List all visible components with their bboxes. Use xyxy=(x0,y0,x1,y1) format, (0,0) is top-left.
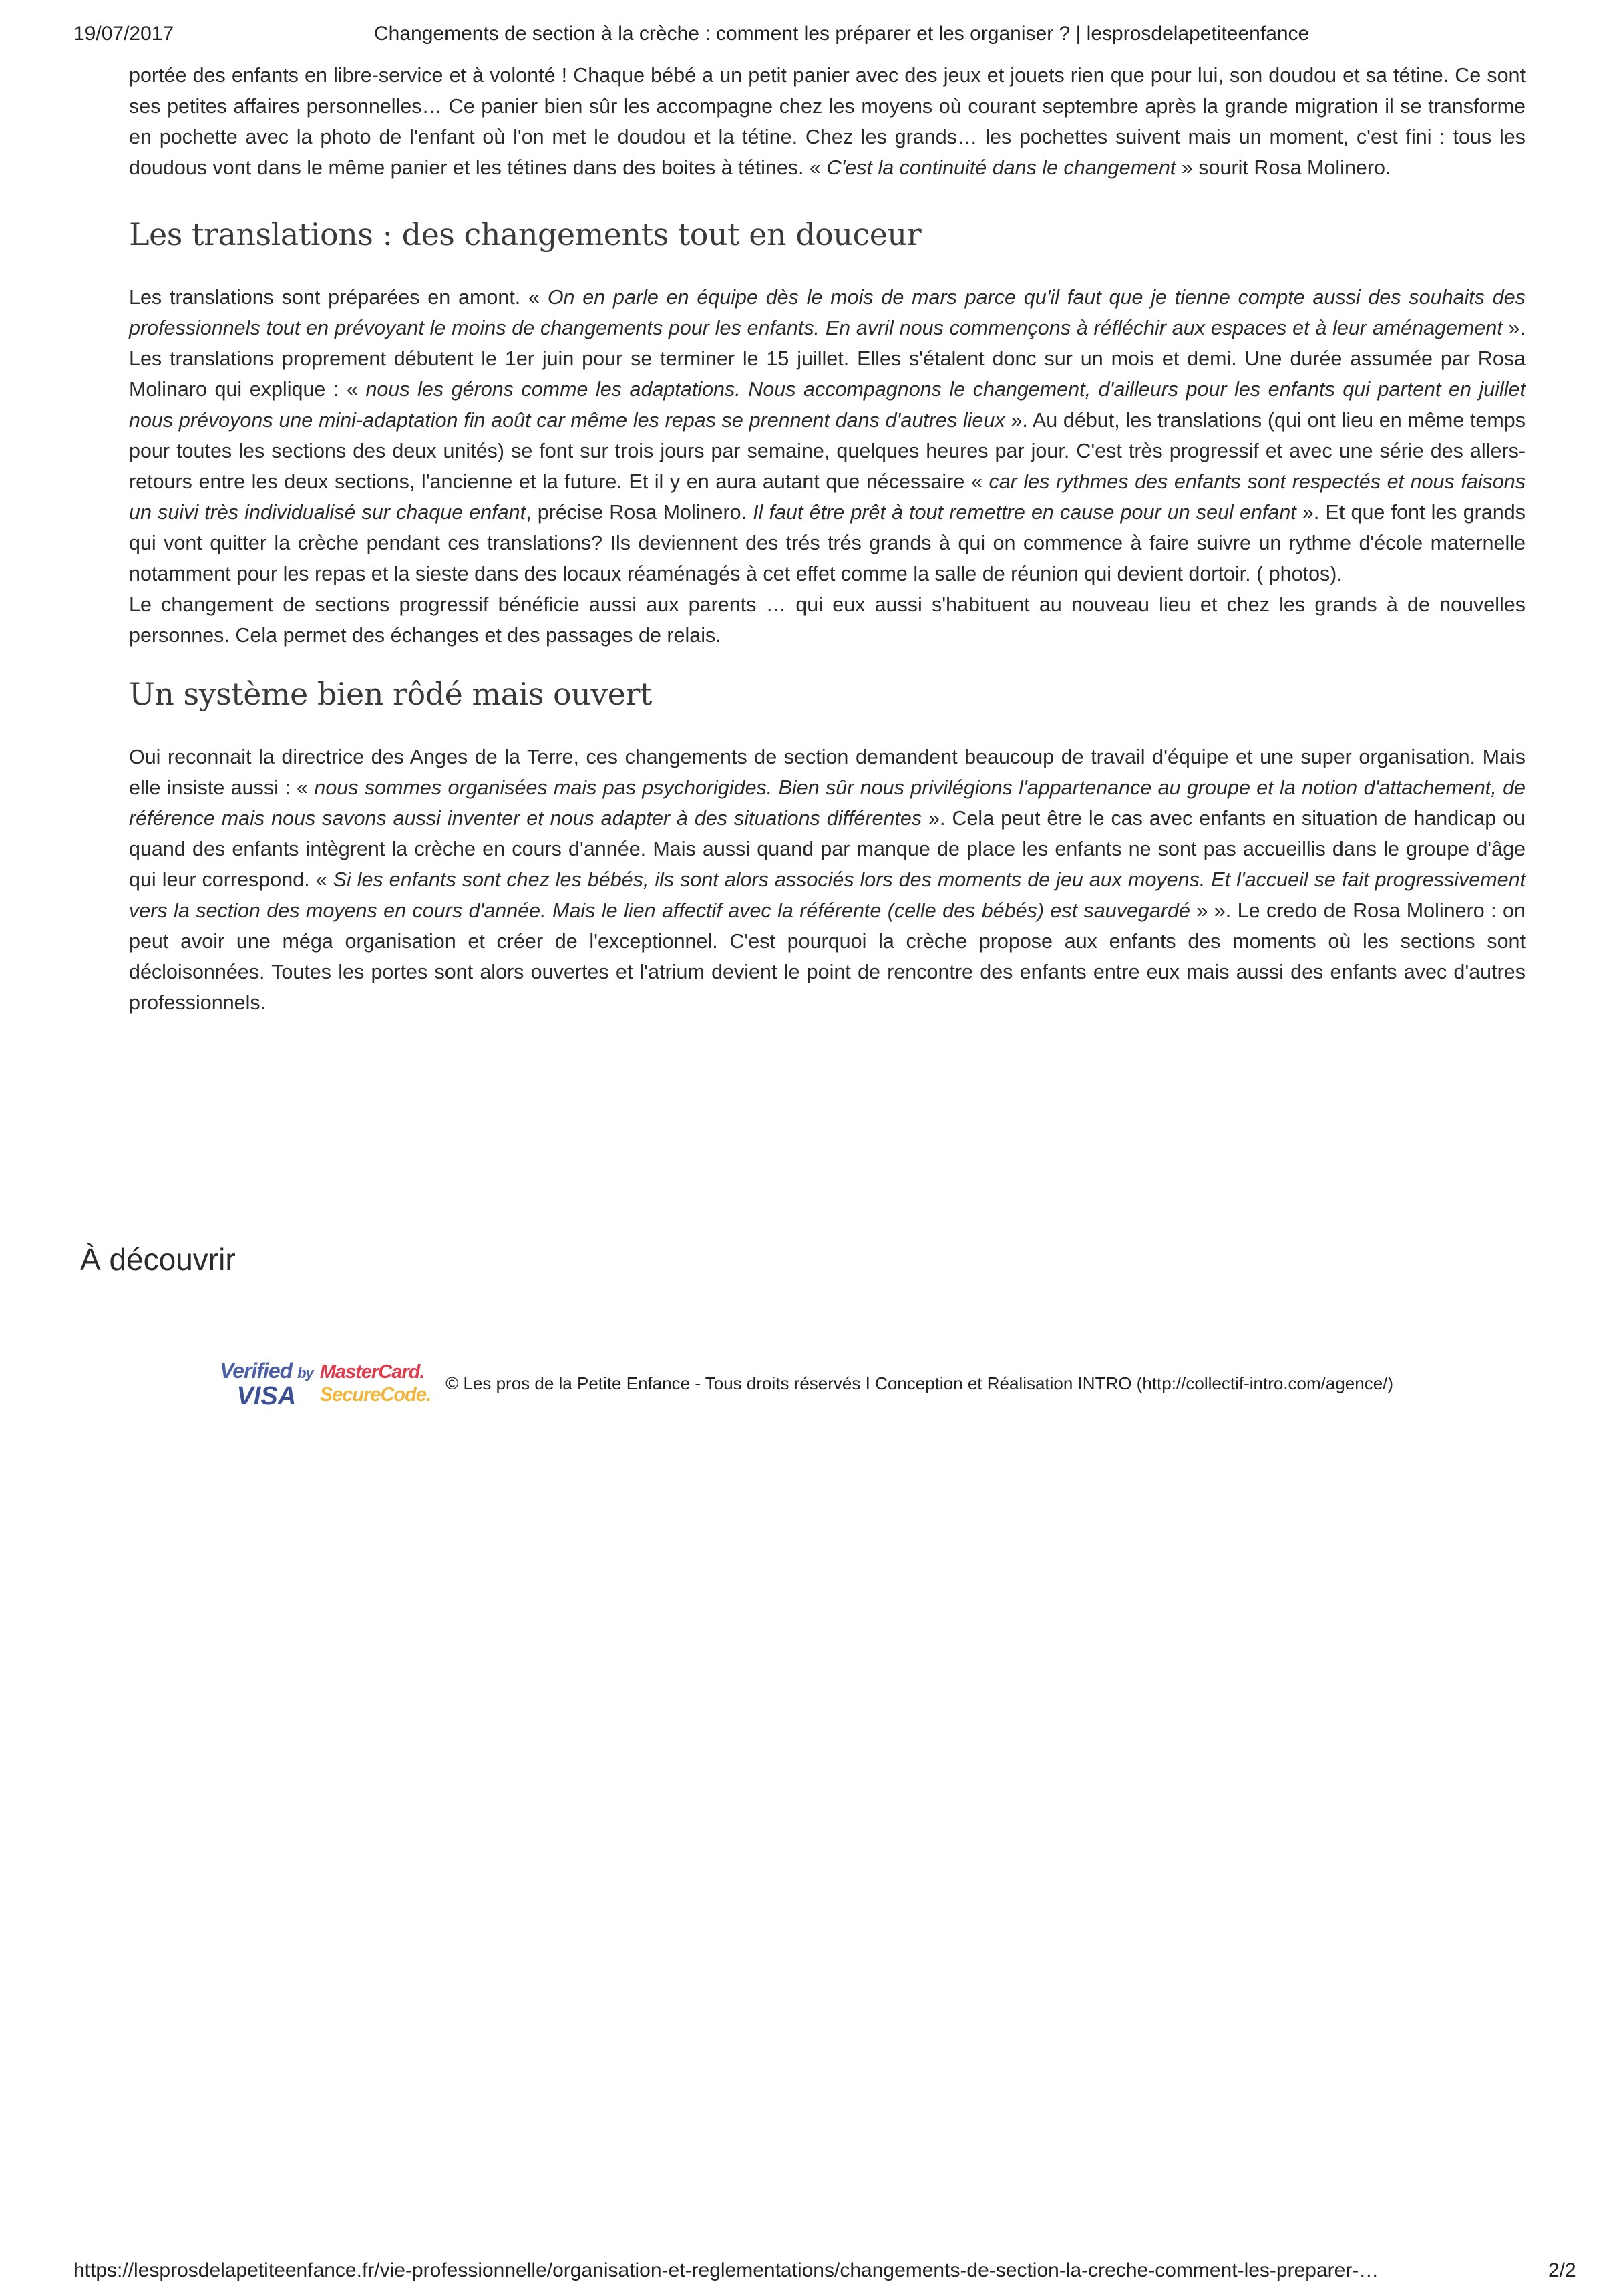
heading-translations: Les translations : des changements tout en douceur xyxy=(129,216,922,253)
securecode-logo-text: SecureCode. xyxy=(319,1384,431,1406)
body-text: ». Et que font les grands qui vont quitter la crèche pendant ces translations? Ils deviennent des trés trés grands à qui on commence à faire suivre un rythme d'école maternelle notamment pour les repas et la sieste dans des locaux réaménagés à cet effet comme la salle de réunion qui devient dortoir. ( photos). xyxy=(129,501,1526,585)
visa-logo-by: by xyxy=(297,1365,313,1381)
quote-text: On en parle en équipe dès le mois de mars parce qu'il faut que je tienne compte aussi des souhaits des professionnels tout en prévoyant le moins de changements pour les enfants. En avril nous commençons à réfléchir aux espaces et à leur aménagement xyxy=(129,286,1526,339)
body-text: » ». Le credo de Rosa Molinero : on peut avoir une méga organisation et créer de l'exceptionnel. C'est pourquoi la crèche propose aux enfants des moments où les sections sont décloisonnées. Toutes les portes sont alors ouvertes et l'atrium devient le point de rencontre des enfants entre eux mais aussi des enfants avec d'autres professionnels. xyxy=(129,899,1526,1014)
quote-text: Si les enfants sont chez les bébés, ils sont alors associés lors des moments de jeu aux moyens. Et l'accueil se fait progressivement vers la section des moyens en cours d'année. Mais le lien affectif avec la référente (celle des bébés) est sauvegardé xyxy=(129,868,1526,922)
article-body xyxy=(129,60,1526,1018)
quote-text: car les rythmes des enfants sont respectés et nous faisons un suivi très individualisé sur chaque enfant xyxy=(129,470,1526,524)
body-text: ». Cela peut être le cas avec enfants en situation de handicap ou quand des enfants intègrent la crèche en cours d'année. Mais aussi quand par manque de place les enfants ne sont pas accueillis dans le groupe d'âge qui leur correspond. « xyxy=(129,807,1526,891)
print-date: 19/07/2017 xyxy=(73,23,174,45)
mastercard-securecode-logo xyxy=(320,1361,431,1406)
body-text: » sourit Rosa Molinero. xyxy=(1176,156,1391,179)
body-text: ». Au début, les translations (qui ont lieu en même temps pour toutes les sections des deux unités) se font sur trois jours par semaine, quelques heures par jour. C'est très progressif et avec une série des allers-retours entre les deux sections, l'ancienne et la future. Et il y en aura autant que nécessaire « xyxy=(129,409,1526,493)
heading-systeme: Un système bien rôdé mais ouvert xyxy=(129,676,652,712)
print-url: https://lesprosdelapetiteenfance.fr/vie-professionnelle/organisation-et-reglementations/changements-de-section-la-creche-comment-les-preparer-… xyxy=(73,2259,1379,2281)
quote-text: Il faut être prêt à tout remettre en cause pour un seul enfant xyxy=(753,501,1296,524)
secure-payment-logo xyxy=(220,1359,431,1408)
copyright-text: © Les pros de la Petite Enfance - Tous droits réservés I Conception et Réalisation INTRO (http://collectif-intro.com/agence/) xyxy=(445,1373,1394,1393)
paragraph-translations xyxy=(129,282,1526,589)
paragraph-systeme xyxy=(129,742,1526,1018)
body-text: Le changement de sections progressif bénéficie aussi aux parents … qui eux aussi s'habituent au nouveau lieu et chez les grands à de nouvelles personnes. Cela permet des échanges et des passages de relais. xyxy=(129,593,1526,647)
body-text: Les translations sont préparées en amont. « xyxy=(129,286,548,309)
paragraph-parents xyxy=(129,589,1526,651)
discover-heading: À découvrir xyxy=(80,1242,236,1277)
body-text: Oui reconnait la directrice des Anges de la Terre, ces changements de section demandent beaucoup de travail d'équipe et une super organisation. Mais elle insiste aussi : « xyxy=(129,746,1526,799)
body-text: portée des enfants en libre-service et à volonté ! Chaque bébé a un petit panier avec des jeux et jouets rien que pour lui, son doudou et sa tétine. Ce sont ses petites affaires personnelles… Ce panier bien sûr les accompagne chez les moyens où courant septembre après la grande migration il se transforme en pochette avec la photo de l'enfant où l'on met le doudou et la tétine. Chez les grands… les pochettes suivent mais un moment, c'est fini : tous les doudous vont dans le même panier et les tétines dans des boites à tétines. « xyxy=(129,64,1526,179)
quote-text: C'est la continuité dans le changement xyxy=(826,156,1176,179)
body-text: , précise Rosa Molinero. xyxy=(526,501,753,524)
print-page-title: Changements de section à la crèche : comment les préparer et les organiser ? | lesprosdelapetiteenfance xyxy=(374,23,1310,45)
quote-text: nous sommes organisées mais pas psychorigides. Bien sûr nous privilégions l'appartenance au groupe et la notion d'attachement, de référence mais nous savons aussi inventer et nous adapter à des situations différentes xyxy=(129,776,1526,830)
visa-logo-word: VISA xyxy=(236,1382,297,1410)
mastercard-logo-text: MasterCard. xyxy=(319,1361,425,1383)
body-text: ». Les translations proprement débutent le 1er juin pour se terminer le 15 juillet. Elles s'étalent donc sur un mois et demi. Une durée assumée par Rosa Molinaro qui explique : « xyxy=(129,317,1526,401)
site-footer xyxy=(220,1359,1393,1408)
visa-logo-text: Verified xyxy=(220,1359,293,1383)
verified-by-visa-logo xyxy=(220,1359,313,1408)
quote-text: nous les gérons comme les adaptations. Nous accompagnons le changement, d'ailleurs pour les enfants qui partent en juillet nous prévoyons une mini-adaptation fin août car même les repas se prennent dans d'autres lieux xyxy=(129,378,1526,432)
paragraph-intro xyxy=(129,60,1526,183)
print-page-number: 2/2 xyxy=(1548,2259,1576,2281)
